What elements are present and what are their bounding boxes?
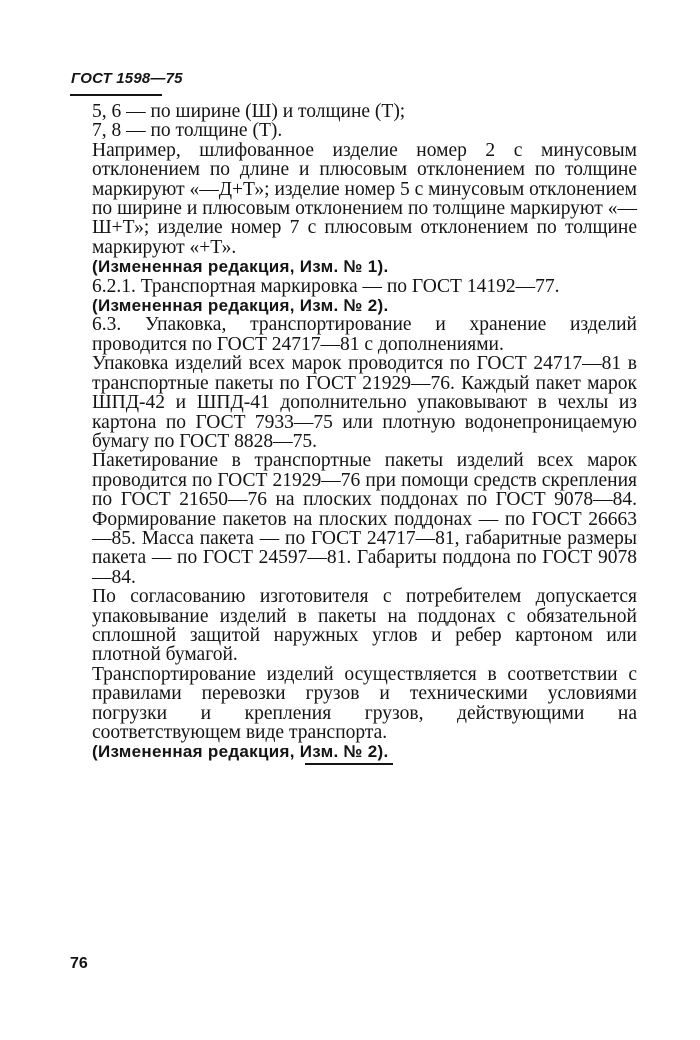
agreement-paragraph: По согласованию изготовителя с потребителем допускается упаковывание изделий в пакеты на поддонах с обязательной сплошной защитой наружных углов и ребер картоном или плотной бумагой.: [92, 586, 637, 666]
example-paragraph: Например, шлифованное изделие номер 2 с минусовым отклонением по длине и плюсовым отклонением по толщине маркируют «—Д+Т»; изделие номер 5 с минусовым отклонением по ширине и плюсовым отклонением по толщине маркируют «—Ш+Т»; изделие номер 7 с плюсовым отклонением по толщине маркируют «+Т».: [92, 139, 637, 258]
amendment-note-1: (Измененная редакция, Изм. № 1).: [92, 257, 389, 277]
amendment-note-2a: (Измененная редакция, Изм. № 2).: [92, 296, 389, 316]
list-line-7-8: 7, 8 — по толщине (Т).: [92, 120, 283, 142]
section-6-3: 6.3. Упаковка, транспортирование и хранение изделий проводится по ГОСТ 24717—81 с дополнениями.: [92, 314, 637, 355]
header-underline: [70, 94, 162, 96]
end-divider: [305, 763, 393, 765]
section-6-2-1: 6.2.1. Транспортная маркировка — по ГОСТ 14192—77.: [92, 275, 560, 297]
document-header: ГОСТ 1598—75: [71, 70, 183, 87]
list-line-5-6: 5, 6 — по ширине (Ш) и толщине (Т);: [92, 101, 406, 122]
amendment-note-2b: (Измененная редакция, Изм. № 2).: [92, 742, 389, 762]
transport-paragraph: Транспортирование изделий осуществляется в соответствии с правилами перевозки грузов и техническими условиями погрузки и крепления грузов, действующими на соответствующем виде транспорта.: [92, 663, 637, 743]
bundling-paragraph: Пакетирование в транспортные пакеты изделий всех марок проводится по ГОСТ 21929—76 при помощи средств скрепления по ГОСТ 21650—76 на плоских поддонах по ГОСТ 9078—84. Формирование пакетов на плоских поддонах — по ГОСТ 26663—85. Масса пакета — по ГОСТ 24717—81, габаритные размеры пакета — по ГОСТ 24597—81. Габариты поддона по ГОСТ 9078—84.: [92, 450, 637, 588]
page-number: 76: [70, 955, 88, 972]
packing-paragraph: Упаковка изделий всех марок проводится по ГОСТ 24717—81 в транспортные пакеты по ГОСТ 21929—76. Каждый пакет марок ШПД-42 и ШПД-41 дополнительно упаковывают в чехлы из картона по ГОСТ 7933—75 или плотную водонепроницаемую бумагу по ГОСТ 8828—75.: [92, 353, 637, 452]
document-body: [92, 102, 637, 762]
